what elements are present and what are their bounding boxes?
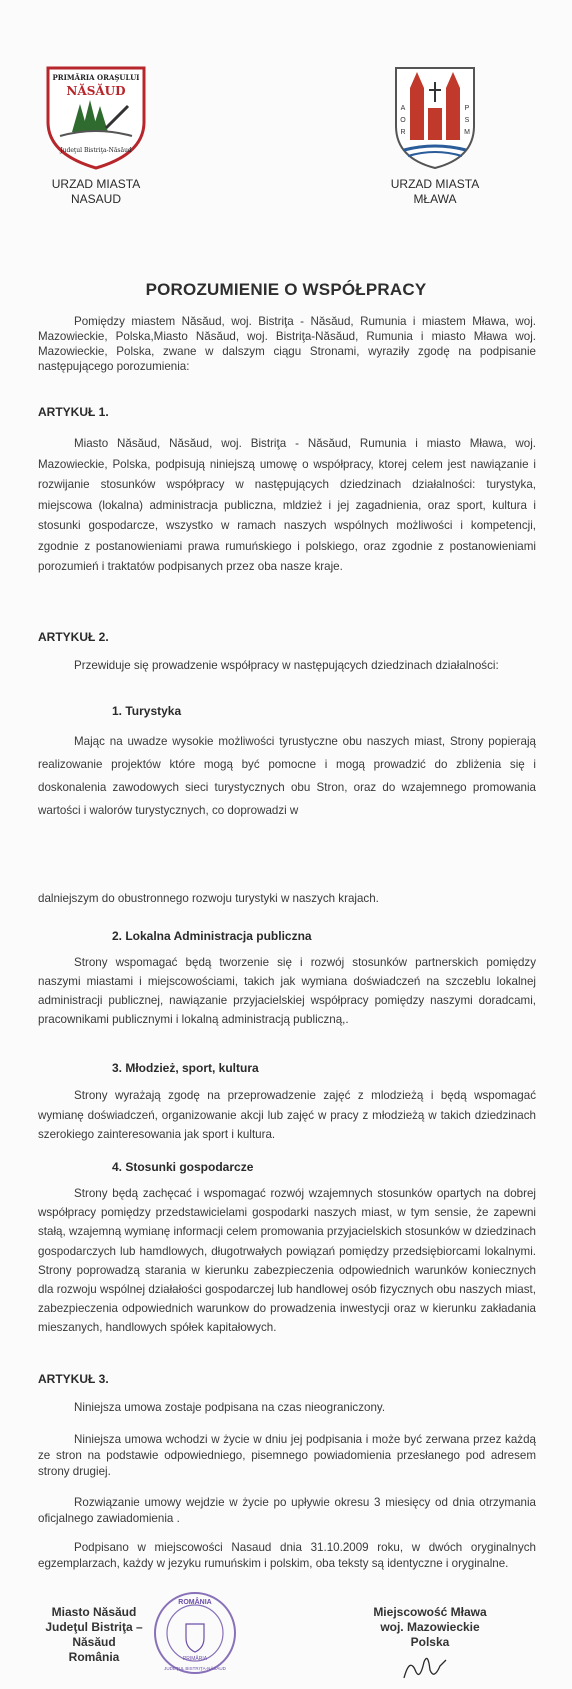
- left-org-line2: NASAUD: [70, 192, 121, 206]
- section-economy-text: Strony będą zachęcać i wspomagać rozwój wzajemnych stosunków opartych na dobrej współpracy pomiędzy przedstawicielami gospodarki naszych miast, w tym sensie, że zapewni stałą, wzajemną wymianę informacji celem promowania przyjacielskich stosunków w dziedzinach gospodarczych lub hamdlowych, długotrwałych powiązań pomiędzy przedsiębiorcami lokalnymi. Strony poprowadzą starania w kierunku zabezpieczenia odpowiednich warunków koniecznych dla rozwoju wspólnej działałości gospodarczej lub handlowej osób fizycznych obu naszych miast, zabezpieczenia odpowiednich warunkow do prowadzenia inwestycji oraz w kierunku zakładania mieszanych, handlowych spółek kapitałowych.: [38, 1187, 536, 1335]
- left-org-line1: URZAD MIASTA: [51, 177, 141, 191]
- stamp-top-text: ROMÂNIA: [178, 1599, 212, 1606]
- article-3-paragraph-1: Niniejsza umowa zostaje podpisana na czas nieograniczony.: [74, 1401, 386, 1414]
- left-organization-name: [36, 177, 156, 207]
- article-3-paragraph-4: Podpisano w miejscowości Nasaud dnia 31.10.2009 roku, w dwóch oryginalnych egzemplarzach, każdy w jezyku rumuńskim i polskim, oba teksty są identyczne i oryginalne.: [38, 1541, 536, 1570]
- article-2-heading: ARTYKUŁ 2.: [38, 630, 109, 644]
- section-administration-text: Strony wspomagać będą tworzenie się i rozwój stosunków partnerskich pomiędzy naszymi miastami i miejscowościami, takich jak wymiana doświadczeń na szczeblu lokalnej administracji publicznej, nawiązanie przyjacielskiej współpracy pomiędzy naszymi doradcami, pracownikami publicznymi i lokalną administracją publiczną,.: [38, 956, 536, 1026]
- signature-block-right: [360, 1605, 500, 1650]
- sign-left-line1: Miasto Năsăud: [51, 1605, 137, 1619]
- article-2-intro: Przewiduje się prowadzenie współpracy w następujących dziedzinach działalności:: [74, 659, 499, 672]
- logo-right-letter-p: P: [464, 105, 470, 112]
- sign-right-line2: woj. Mazowieckie: [380, 1620, 480, 1634]
- logo-right-letter-o: O: [400, 117, 406, 124]
- logo-right-letter-a: A: [400, 105, 406, 112]
- stamp-center-text: PRIMĂRIA: [182, 1656, 208, 1662]
- sign-left-line2: Judeţul Bistriţa – Năsăud: [45, 1620, 143, 1649]
- section-youth-text: Strony wyrażają zgodę na przeprowadzenie zajęć z mlodzieżą i będą wspomagać wymianę doświadczeń, organizowanie akcji lub zajęć w pracy z młodzieżą w takich dziedzinach szerokiego zainteresowania jak sport i kultura.: [38, 1089, 536, 1141]
- intro-paragraph: Pomiędzy miastem Năsăud, woj. Bistriţa - Năsăud, Rumunia i miastem Mława, woj. Mazowieckie, Polska,Miasto Năsăud, woj. Bistriţa-Năsăud, Rumunia i miasto Mława woj. Mazowieckie, Polska, zwane w dalszym ciągu Stronami, wyraziły zgodę na podpisanie następującego porozumienia:: [38, 315, 536, 373]
- handwritten-signature: [400, 1650, 450, 1684]
- logo-left-line3: Judeţul Bistriţa-Năsăud: [60, 147, 132, 154]
- logo-left-line1: PRIMĂRIA ORAŞULUI: [52, 73, 140, 82]
- right-org-line1: URZAD MIASTA: [390, 177, 480, 191]
- document-title: POROZUMIENIE O WSPÓŁPRACY: [145, 280, 427, 299]
- sign-right-line3: Polska: [410, 1635, 450, 1649]
- right-organization-name: [375, 177, 495, 207]
- logo-right-letter-s: S: [464, 117, 470, 124]
- section-administration-title: 2. Lokalna Administracja publiczna: [112, 929, 312, 943]
- stamp-ring-text: JUDEŢUL BISTRIŢA-NĂSĂUD: [164, 1666, 226, 1671]
- article-1-text: Miasto Năsăud, Năsăud, woj. Bistriţa - Năsăud, Rumunia i miasto Mława, woj. Mazowieckie, Polska, podpisują niniejszą umowę o współpracy, ktorej celem jest nawiązanie i rozwijanie stosunków współpracy w następujących dziedzinach działalności: turystyka, miejscowa (lokalna) administracja publiczna, mldzież i jej zagadnienia, oraz sport, kultura i stosunki gospodarcze, wszystko w ramach naszych wspólnych możliwości i kompetencji, zgodnie z postanowieniami prawa rumuńskiego i polskiego, oraz zgodnie z postanowieniami porozumień i traktatów podpisanych przez oba nasze kraje.: [38, 437, 536, 573]
- signature-block-left: [34, 1605, 154, 1665]
- section-youth-title: 3. Młodzież, sport, kultura: [112, 1061, 259, 1075]
- article-3-heading: ARTYKUŁ 3.: [38, 1372, 109, 1386]
- section-economy-title: 4. Stosunki gospodarcze: [112, 1160, 254, 1174]
- right-org-line2: MŁAWA: [413, 192, 457, 206]
- sign-right-line1: Miejscowość Mława: [373, 1605, 487, 1619]
- section-tourism-text: Mając na uwadze wysokie możliwości tyrustyczne obu naszych miast, Strony popierają realizowanie projektów które mogą być pomocne i mogą prowadzić do zbliżenia się i doskonalenia zawodowych sieci turystycznych obu Stron, oraz do wzajemnego promowania wartości i walorów turystycznych, co doprowadzi w: [38, 735, 536, 817]
- section-tourism-continuation: dalniejszym do obustronnego rozwoju turystyki w naszych krajach.: [38, 892, 379, 905]
- article-3-paragraph-2: Niniejsza umowa wchodzi w życie w dniu jej podpisania i może być zerwana przez każdą ze stron na podstawie odpowiedniego, pisemnego powiadomienia przesłanego pod adresem strony drugiej.: [38, 1433, 536, 1478]
- section-tourism-title: 1. Turystyka: [112, 704, 182, 718]
- sign-left-line3: România: [68, 1650, 120, 1664]
- article-1-heading: ARTYKUŁ 1.: [38, 405, 109, 419]
- logo-right-letter-m: M: [464, 129, 470, 136]
- logo-left-line2: NĂSĂUD: [66, 84, 126, 98]
- mlawa-coat-of-arms-logo: [392, 62, 478, 172]
- nasaud-coat-of-arms-logo: [42, 62, 150, 172]
- official-stamp: [150, 1588, 240, 1678]
- logo-right-letter-r: R: [400, 129, 406, 136]
- article-3-paragraph-3: Rozwiązanie umowy wejdzie w życie po upływie okresu 3 miesięcy od dnia otrzymania oficjalnego zawiadomienia .: [38, 1496, 536, 1525]
